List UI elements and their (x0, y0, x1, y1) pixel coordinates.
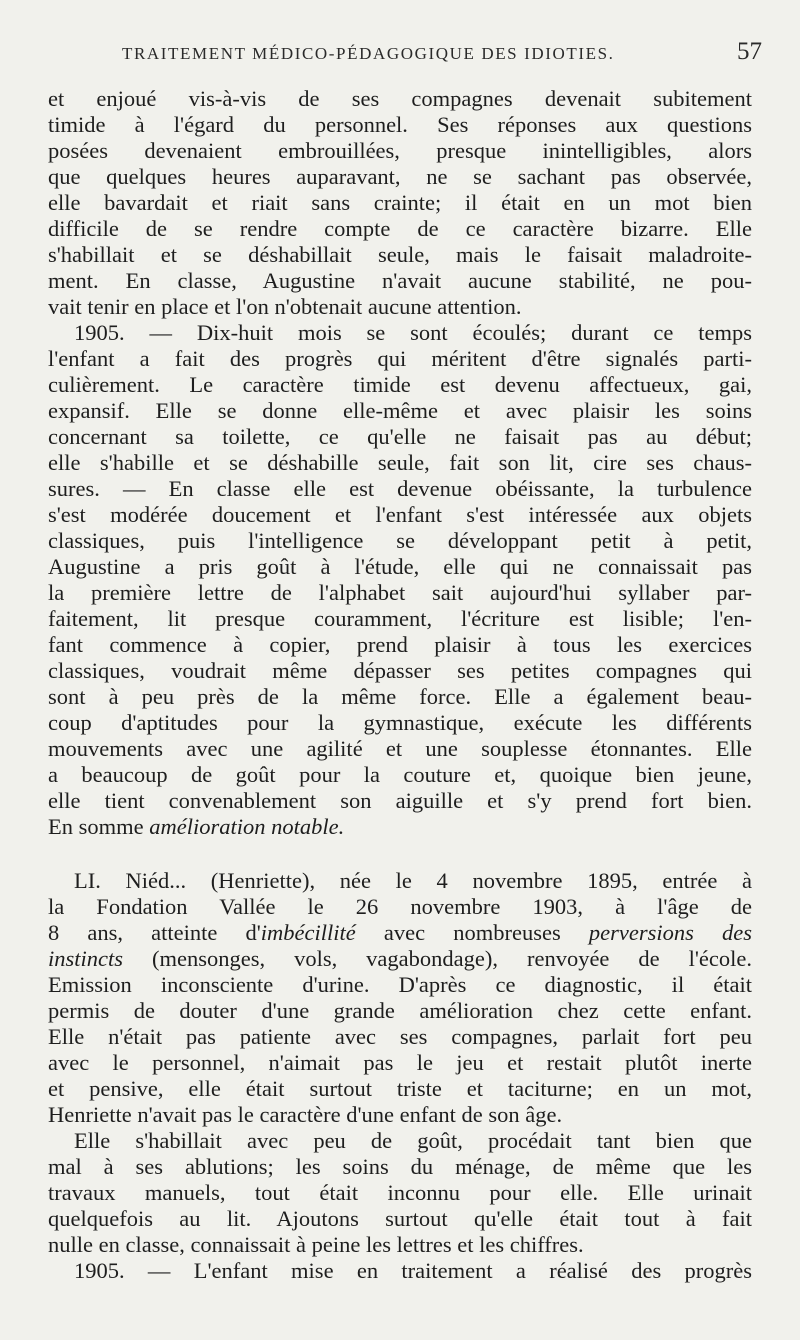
text-span: avec nombreuses (355, 920, 589, 945)
section-gap (48, 840, 752, 868)
text-line: fant commence à copier, prend plaisir à tous les exercices (48, 632, 752, 657)
text-line: expansif. Elle se donne elle-même et avec plaisir les soins (48, 398, 752, 423)
text-line: 1905. — L'enfant mise en traitement a réalisé des progrès (74, 1258, 752, 1283)
text-line: et enjoué vis-à-vis de ses compagnes devenait subitement (48, 86, 752, 111)
text-line: la Fondation Vallée le 26 novembre 1903, à l'âge de (48, 894, 752, 919)
text-span: 8 ans, atteinte d' (48, 920, 261, 945)
case-entry-LI (48, 868, 752, 1128)
text-line: mal à ses ablutions; les soins du ménage, de même que les (48, 1154, 752, 1179)
text-line: la première lettre de l'alphabet sait aujourd'hui syllaber par- (48, 580, 752, 605)
text-line: coup d'aptitudes pour la gymnastique, exécute les différents (48, 710, 752, 735)
text-line: s'habillait et se déshabillait seule, mais le faisait maladroite- (48, 242, 752, 267)
text-line: mouvements avec une agilité et une souplesse étonnantes. Elle (48, 736, 752, 761)
text-line: Augustine a pris goût à l'étude, elle qui ne connaissait pas (48, 554, 752, 579)
text-line: 1905. — Dix-huit mois se sont écoulés; durant ce temps (74, 320, 752, 345)
paragraph-1905-treatment (48, 1258, 752, 1284)
text-line: Elle s'habillait avec peu de goût, procédait tant bien que (74, 1128, 752, 1153)
text-line: classiques, puis l'intelligence se développant petit à petit, (48, 528, 752, 553)
text-line: ment. En classe, Augustine n'avait aucune stabilité, ne pou- (48, 268, 752, 293)
text-line: travaux manuels, tout était inconnu pour elle. Elle urinait (48, 1180, 752, 1205)
text-line: LI. Niéd... (Henriette), née le 4 novembre 1895, entrée à (74, 868, 752, 893)
text-line: nulle en classe, connaissait à peine les lettres et les chiffres. (48, 1232, 584, 1257)
text-line: Elle n'était pas patiente avec ses compagnes, parlait fort peu (48, 1024, 752, 1049)
text-line: faitement, lit presque couramment, l'écriture est lisible; l'en- (48, 606, 752, 631)
text-line (48, 920, 752, 946)
text-span: (mensonges, vols, vagabondage), renvoyée de l'école. (123, 946, 752, 971)
text-line: posées devenaient embrouillées, presque inintelligibles, alors (48, 138, 752, 163)
text-line: permis de douter d'une grande amélioration chez cette enfant. (48, 998, 752, 1023)
text-line: et pensive, elle était surtout triste et taciturne; en un mot, (48, 1076, 752, 1101)
text-line: a beaucoup de goût pour la couture et, quoique bien jeune, (48, 762, 752, 787)
closing-italic: amélioration notable. (149, 814, 345, 839)
paragraph-habits (48, 1128, 752, 1258)
running-head (122, 38, 762, 68)
paragraph-continuation (48, 86, 752, 320)
text-line: elle s'habille et se déshabille seule, fait son lit, cire ses chaus- (48, 450, 752, 475)
text-line: classiques, voudrait même dépasser ses petites compagnes qui (48, 658, 752, 683)
text-line: concernant sa toilette, ce qu'elle ne faisait pas au début; (48, 424, 752, 449)
text-line: culièrement. Le caractère timide est devenu affectueux, gai, (48, 372, 752, 397)
text-line: quelquefois au lit. Ajoutons surtout qu'elle était tout à fait (48, 1206, 752, 1231)
closing-prefix: En somme (48, 814, 150, 839)
text-line (48, 946, 752, 972)
italic-term: perversions des (588, 920, 752, 945)
text-line (48, 814, 752, 840)
running-title: TRAITEMENT MÉDICO-PÉDAGOGIQUE DES IDIOTIES. (122, 44, 615, 63)
text-line: Henriette n'avait pas le caractère d'une enfant de son âge. (48, 1102, 563, 1127)
text-line: elle tient convenablement son aiguille et s'y prend fort bien. (48, 788, 752, 813)
text-line: Emission inconsciente d'urine. D'après ce diagnostic, il était (48, 972, 752, 997)
body-text (48, 86, 752, 1284)
italic-term: instincts (48, 946, 124, 971)
text-line: difficile de se rendre compte de ce caractère bizarre. Elle (48, 216, 752, 241)
text-line: avec le personnel, n'aimait pas le jeu et restait plutôt inerte (48, 1050, 752, 1075)
italic-term: imbécillité (260, 920, 356, 945)
text-line: elle bavardait et riait sans crainte; il était en un mot bien (48, 190, 752, 215)
paragraph-1905-progress (48, 320, 752, 840)
page-number: 57 (737, 38, 762, 65)
text-line: que quelques heures auparavant, ne se sachant pas observée, (48, 164, 752, 189)
text-line: s'est modérée doucement et l'enfant s'est intéressée aux objets (48, 502, 752, 527)
text-line: sures. — En classe elle est devenue obéissante, la turbulence (48, 476, 752, 501)
text-line: l'enfant a fait des progrès qui méritent d'être signalés parti- (48, 346, 752, 371)
text-line: vait tenir en place et l'on n'obtenait aucune attention. (48, 294, 522, 319)
text-line: sont à peu près de la même force. Elle a également beau- (48, 684, 752, 709)
text-line: timide à l'égard du personnel. Ses réponses aux questions (48, 112, 752, 137)
